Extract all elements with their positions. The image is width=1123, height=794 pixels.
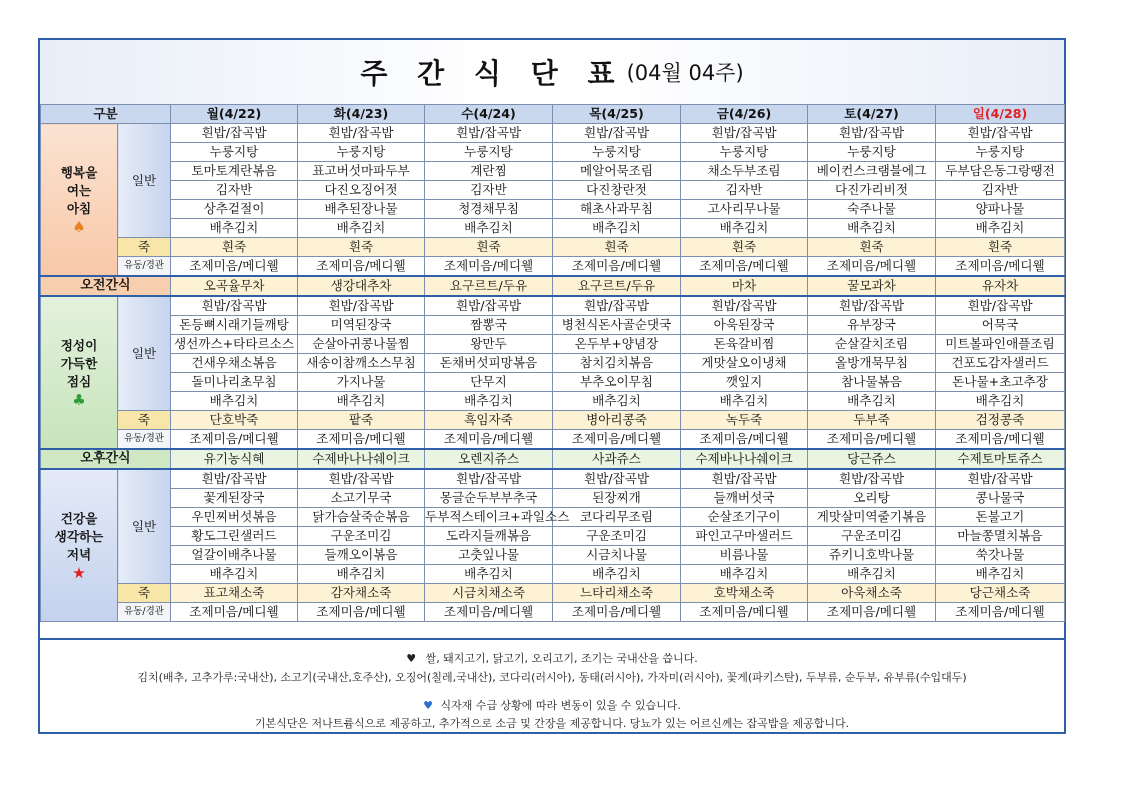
extra-item: 조제미음/메디웰: [681, 257, 808, 277]
snack-item: 꿀모과차: [808, 276, 936, 296]
juk-item: 녹두죽: [681, 411, 808, 430]
dinner-label-line: 건강을: [60, 510, 98, 526]
table-row: [41, 335, 1065, 354]
menu-item: 건포도감자샐러드: [936, 354, 1065, 373]
menu-item: 김자반: [425, 181, 553, 200]
juk-item: 표고채소죽: [171, 584, 298, 603]
menu-item: 깻잎지: [681, 373, 808, 392]
menu-item: 쑥갓나물: [936, 546, 1065, 565]
extra-item: 조제미음/메디웰: [936, 257, 1065, 277]
menu-item: 배추김치: [681, 392, 808, 411]
menu-item: 두부적스테이크+과일소스: [425, 508, 553, 527]
juk-item: 흰죽: [425, 238, 553, 257]
snack-item: 요구르트/두유: [553, 276, 681, 296]
lunch-label: [41, 296, 118, 449]
menu-item: 돈불고기: [936, 508, 1065, 527]
breakfast-label-line: 행복을: [60, 164, 98, 180]
extra-item: 조제미음/메디웰: [553, 257, 681, 277]
juk-item: 감자채소죽: [298, 584, 425, 603]
extra-item: 조제미음/메디웰: [936, 430, 1065, 450]
extra-item: 조제미음/메디웰: [936, 603, 1065, 622]
page-title: [40, 40, 1064, 106]
menu-item: 아욱된장국: [681, 316, 808, 335]
menu-item: 마늘쫑멸치볶음: [936, 527, 1065, 546]
menu-item: 흰밥/잡곡밥: [936, 469, 1065, 489]
menu-item: 배추김치: [298, 219, 425, 238]
menu-frame: [38, 38, 1066, 734]
table-row: [41, 219, 1065, 238]
weekly-menu-table: [40, 104, 1065, 622]
dinner-general-label: 일반: [118, 469, 171, 584]
menu-item: 짬뽕국: [425, 316, 553, 335]
heart-icon: ♥: [423, 699, 433, 712]
juk-item: 시금치채소죽: [425, 584, 553, 603]
breakfast-label: [41, 124, 118, 277]
juk-item: 호박채소죽: [681, 584, 808, 603]
pm_snack-label: 오후간식: [41, 449, 171, 469]
origin-text-1: 쌀, 돼지고기, 닭고기, 오리고기, 조기는 국내산을 씁니다.: [425, 652, 698, 665]
menu-item: 계란찜: [425, 162, 553, 181]
table-row: [41, 508, 1065, 527]
menu-item: 김자반: [681, 181, 808, 200]
menu-item: 온두부+양념장: [553, 335, 681, 354]
menu-item: 배추김치: [298, 565, 425, 584]
star-icon: ★: [72, 563, 86, 582]
table-row: [41, 181, 1065, 200]
breakfast-general-label: 일반: [118, 124, 171, 238]
menu-item: 미트볼파인애플조림: [936, 335, 1065, 354]
juk-item: 팥죽: [298, 411, 425, 430]
table-row: [41, 469, 1065, 489]
menu-item: 어묵국: [936, 316, 1065, 335]
extra-item: 조제미음/메디웰: [171, 603, 298, 622]
snack-item: 마차: [681, 276, 808, 296]
menu-item: 배추김치: [681, 219, 808, 238]
dinner-label: [41, 469, 118, 622]
juk-item: 두부죽: [808, 411, 936, 430]
snack-item: 오곡율무차: [171, 276, 298, 296]
menu-item: 누룽지탕: [298, 143, 425, 162]
table-row: [41, 546, 1065, 565]
menu-item: 돈나물+초고추장: [936, 373, 1065, 392]
table-row: [41, 162, 1065, 181]
menu-item: 된장찌개: [553, 489, 681, 508]
extra-item: 조제미음/메디웰: [681, 603, 808, 622]
menu-item: 들깨오이볶음: [298, 546, 425, 565]
juk-item: 흰죽: [936, 238, 1065, 257]
table-row: [41, 238, 1065, 257]
menu-item: 배추김치: [171, 565, 298, 584]
snack-item: 수제바나나쉐이크: [681, 449, 808, 469]
notes-section: [40, 638, 1064, 734]
menu-item: 돈육갈비찜: [681, 335, 808, 354]
extra-item: 조제미음/메디웰: [681, 430, 808, 450]
header-day: 토(4/27): [808, 105, 936, 124]
menu-item: 구운조미김: [298, 527, 425, 546]
dinner-label-line: 저녁: [66, 546, 92, 562]
title-week: (04월 04주): [626, 61, 744, 85]
menu-item: 순살아귀콩나물찜: [298, 335, 425, 354]
menu-item: 흰밥/잡곡밥: [171, 296, 298, 316]
menu-item: 배추김치: [425, 565, 553, 584]
lunch-label-line: 정성이: [60, 337, 98, 353]
menu-item: 쥬키니호박나물: [808, 546, 936, 565]
table-row: [41, 296, 1065, 316]
table-row: [41, 392, 1065, 411]
menu-item: 고춧잎나물: [425, 546, 553, 565]
menu-item: 해초사과무침: [553, 200, 681, 219]
menu-item: 가지나물: [298, 373, 425, 392]
table-row: [41, 430, 1065, 450]
juk-item: 흰죽: [808, 238, 936, 257]
menu-item: 흰밥/잡곡밥: [553, 296, 681, 316]
menu-item: 돈채버섯피망볶음: [425, 354, 553, 373]
menu-item: 흰밥/잡곡밥: [425, 124, 553, 143]
menu-item: 황도그린샐러드: [171, 527, 298, 546]
menu-item: 꽃게된장국: [171, 489, 298, 508]
menu-item: 배추김치: [681, 565, 808, 584]
menu-item: 숙주나물: [808, 200, 936, 219]
menu-item: 참치김치볶음: [553, 354, 681, 373]
snack-item: 오렌지쥬스: [425, 449, 553, 469]
table-row: [41, 489, 1065, 508]
menu-item: 왕만두: [425, 335, 553, 354]
menu-item: 김자반: [936, 181, 1065, 200]
menu-item: 누룽지탕: [681, 143, 808, 162]
extra-item: 조제미음/메디웰: [298, 603, 425, 622]
header-category: 구분: [41, 105, 171, 124]
menu-item: 흰밥/잡곡밥: [936, 124, 1065, 143]
menu-item: 흰밥/잡곡밥: [681, 296, 808, 316]
table-row: [41, 354, 1065, 373]
menu-item: 배추김치: [808, 565, 936, 584]
menu-item: 소고기무국: [298, 489, 425, 508]
menu-item: 다진오징어젓: [298, 181, 425, 200]
basic-note: 기본식단은 저나트륨식으로 제공하고, 추가적으로 소금 및 간장을 제공합니다. 당뇨가 있는 어르신께는 잡곡밥을 제공합니다.: [254, 717, 850, 730]
menu-item: 누룽지탕: [808, 143, 936, 162]
menu-item: 배추김치: [936, 219, 1065, 238]
change-note: [40, 697, 1064, 713]
club-icon: ♣: [72, 390, 86, 409]
menu-item: 배추김치: [936, 565, 1065, 584]
menu-item: 게맛살오이냉채: [681, 354, 808, 373]
menu-item: 비름나물: [681, 546, 808, 565]
table-row: [41, 124, 1065, 143]
menu-item: 다진창란젓: [553, 181, 681, 200]
menu-item: 흰밥/잡곡밥: [681, 469, 808, 489]
table-row: [41, 200, 1065, 219]
menu-item: 돌미나리초무침: [171, 373, 298, 392]
menu-item: 배추김치: [808, 219, 936, 238]
snack-item: 유자차: [936, 276, 1065, 296]
menu-item: 양파나물: [936, 200, 1065, 219]
menu-item: 배추된장나물: [298, 200, 425, 219]
extra-item: 조제미음/메디웰: [553, 603, 681, 622]
juk-item: 당근채소죽: [936, 584, 1065, 603]
juk-item: 흑임자죽: [425, 411, 553, 430]
menu-item: 올방개묵무침: [808, 354, 936, 373]
lunch-extra-label: 유동/경관: [118, 430, 171, 450]
menu-item: 단무지: [425, 373, 553, 392]
juk-item: 검정콩죽: [936, 411, 1065, 430]
juk-item: 단호박죽: [171, 411, 298, 430]
menu-item: 구운조미김: [553, 527, 681, 546]
menu-item: 게맛살미역줄기볶음: [808, 508, 936, 527]
menu-item: 흰밥/잡곡밥: [936, 296, 1065, 316]
menu-item: 김자반: [171, 181, 298, 200]
extra-item: 조제미음/메디웰: [171, 257, 298, 277]
snack-item: 수제토마토쥬스: [936, 449, 1065, 469]
breakfast-label-line: 아침: [66, 200, 92, 216]
menu-item: 오리탕: [808, 489, 936, 508]
menu-item: 참나물볶음: [808, 373, 936, 392]
menu-item: 코다리무조림: [553, 508, 681, 527]
menu-item: 미역된장국: [298, 316, 425, 335]
extra-item: 조제미음/메디웰: [808, 257, 936, 277]
menu-item: 흰밥/잡곡밥: [425, 296, 553, 316]
header-day: 월(4/22): [171, 105, 298, 124]
header-day: 목(4/25): [553, 105, 681, 124]
menu-item: 파인고구마샐러드: [681, 527, 808, 546]
menu-item: 두부담은동그랑땡전: [936, 162, 1065, 181]
table-row: [41, 373, 1065, 392]
table-row: [41, 143, 1065, 162]
dinner-label-line: 생각하는: [54, 528, 104, 544]
breakfast-label-line: 여는: [66, 182, 92, 198]
table-row: [41, 565, 1065, 584]
menu-item: 청경채무침: [425, 200, 553, 219]
extra-item: 조제미음/메디웰: [425, 603, 553, 622]
menu-item: 들깨버섯국: [681, 489, 808, 508]
menu-item: 베이컨스크램블에그: [808, 162, 936, 181]
table-row: [41, 257, 1065, 277]
spade-icon: ♠: [72, 217, 86, 236]
menu-item: 부추오이무침: [553, 373, 681, 392]
header-day: 수(4/24): [425, 105, 553, 124]
juk-item: 병아리콩죽: [553, 411, 681, 430]
menu-item: 고사리무나물: [681, 200, 808, 219]
menu-item: 배추김치: [553, 392, 681, 411]
menu-item: 메알어묵조림: [553, 162, 681, 181]
heart-icon: ♥: [406, 652, 417, 665]
extra-item: 조제미음/메디웰: [425, 257, 553, 277]
menu-item: 순살조기구이: [681, 508, 808, 527]
snack-item: 요구르트/두유: [425, 276, 553, 296]
menu-item: 흰밥/잡곡밥: [171, 469, 298, 489]
breakfast-juk-label: 죽: [118, 238, 171, 257]
menu-item: 흰밥/잡곡밥: [553, 124, 681, 143]
juk-item: 흰죽: [553, 238, 681, 257]
header-day: 일(4/28): [936, 105, 1065, 124]
menu-item: 누룽지탕: [553, 143, 681, 162]
menu-item: 상추겉절이: [171, 200, 298, 219]
lunch-label-line: 점심: [66, 373, 92, 389]
lunch-juk-label: 죽: [118, 411, 171, 430]
menu-item: 누룽지탕: [425, 143, 553, 162]
menu-item: 도라지들깨볶음: [425, 527, 553, 546]
juk-item: 흰죽: [681, 238, 808, 257]
menu-item: 배추김치: [171, 392, 298, 411]
menu-item: 흰밥/잡곡밥: [808, 469, 936, 489]
menu-item: 돈등뼈시래기들깨탕: [171, 316, 298, 335]
title-main: 주 간 식 단 표: [360, 57, 625, 90]
menu-item: 건새우채소볶음: [171, 354, 298, 373]
table-row: [41, 527, 1065, 546]
menu-item: 흰밥/잡곡밥: [298, 469, 425, 489]
menu-item: 흰밥/잡곡밥: [298, 124, 425, 143]
origin-note-1: [40, 650, 1064, 666]
menu-item: 다진가리비젓: [808, 181, 936, 200]
extra-item: 조제미음/메디웰: [171, 430, 298, 450]
lunch-label-line: 가득한: [60, 355, 98, 371]
extra-item: 조제미음/메디웰: [553, 430, 681, 450]
menu-item: 배추김치: [425, 219, 553, 238]
menu-item: 채소두부조림: [681, 162, 808, 181]
menu-item: 흰밥/잡곡밥: [171, 124, 298, 143]
extra-item: 조제미음/메디웰: [808, 603, 936, 622]
menu-item: 몽글순두부부추국: [425, 489, 553, 508]
snack-item: 당근쥬스: [808, 449, 936, 469]
snack-item: 유기농식혜: [171, 449, 298, 469]
origin-note-2: 김치(배추, 고추가루:국내산), 소고기(국내산,호주산), 오징어(칠레,국내산), 코다리(러시아), 동태(러시아), 가자미(러시아), 꽃게(파키스탄), 두부류, 순두부, 유부류(수입대두): [137, 671, 967, 684]
menu-item: 새송이참깨소스무침: [298, 354, 425, 373]
snack-item: 생강대추차: [298, 276, 425, 296]
menu-item: 시금치나물: [553, 546, 681, 565]
table-row: [41, 316, 1065, 335]
juk-item: 느타리채소죽: [553, 584, 681, 603]
juk-item: 흰죽: [298, 238, 425, 257]
dinner-extra-label: 유동/경관: [118, 603, 171, 622]
menu-item: 병천식돈사골순댓국: [553, 316, 681, 335]
header-day: 화(4/23): [298, 105, 425, 124]
menu-item: 흰밥/잡곡밥: [681, 124, 808, 143]
menu-item: 배추김치: [936, 392, 1065, 411]
menu-item: 배추김치: [553, 219, 681, 238]
breakfast-extra-label: 유동/경관: [118, 257, 171, 277]
menu-item: 유부장국: [808, 316, 936, 335]
menu-item: 토마토계란볶음: [171, 162, 298, 181]
menu-item: 표고버섯마파두부: [298, 162, 425, 181]
snack-item: 수제바나나쉐이크: [298, 449, 425, 469]
table-row: [41, 584, 1065, 603]
menu-item: 누룽지탕: [171, 143, 298, 162]
menu-item: 배추김치: [553, 565, 681, 584]
menu-item: 누룽지탕: [936, 143, 1065, 162]
menu-item: 순살갈치조림: [808, 335, 936, 354]
extra-item: 조제미음/메디웰: [425, 430, 553, 450]
header-day: 금(4/26): [681, 105, 808, 124]
table-row: [41, 276, 1065, 296]
menu-item: 배추김치: [171, 219, 298, 238]
menu-item: 구운조미김: [808, 527, 936, 546]
menu-item: 흰밥/잡곡밥: [553, 469, 681, 489]
menu-item: 닭가슴살죽순볶음: [298, 508, 425, 527]
extra-item: 조제미음/메디웰: [808, 430, 936, 450]
juk-item: 아욱채소죽: [808, 584, 936, 603]
menu-item: 흰밥/잡곡밥: [425, 469, 553, 489]
table-row: [41, 411, 1065, 430]
table-row: [41, 449, 1065, 469]
snack-item: 사과쥬스: [553, 449, 681, 469]
change-text: 식자재 수급 상황에 따라 변동이 있을 수 있습니다.: [440, 699, 681, 712]
juk-item: 흰죽: [171, 238, 298, 257]
extra-item: 조제미음/메디웰: [298, 430, 425, 450]
menu-item: 흰밥/잡곡밥: [298, 296, 425, 316]
menu-item: 우민찌버섯볶음: [171, 508, 298, 527]
am_snack-label: 오전간식: [41, 276, 171, 296]
menu-item: 콩나물국: [936, 489, 1065, 508]
extra-item: 조제미음/메디웰: [298, 257, 425, 277]
menu-item: 얼갈이배추나물: [171, 546, 298, 565]
menu-item: 배추김치: [298, 392, 425, 411]
menu-item: 흰밥/잡곡밥: [808, 296, 936, 316]
lunch-general-label: 일반: [118, 296, 171, 411]
menu-item: 흰밥/잡곡밥: [808, 124, 936, 143]
table-row: [41, 603, 1065, 622]
menu-item: 배추김치: [425, 392, 553, 411]
menu-item: 생선까스+타타르소스: [171, 335, 298, 354]
dinner-juk-label: 죽: [118, 584, 171, 603]
menu-item: 배추김치: [808, 392, 936, 411]
